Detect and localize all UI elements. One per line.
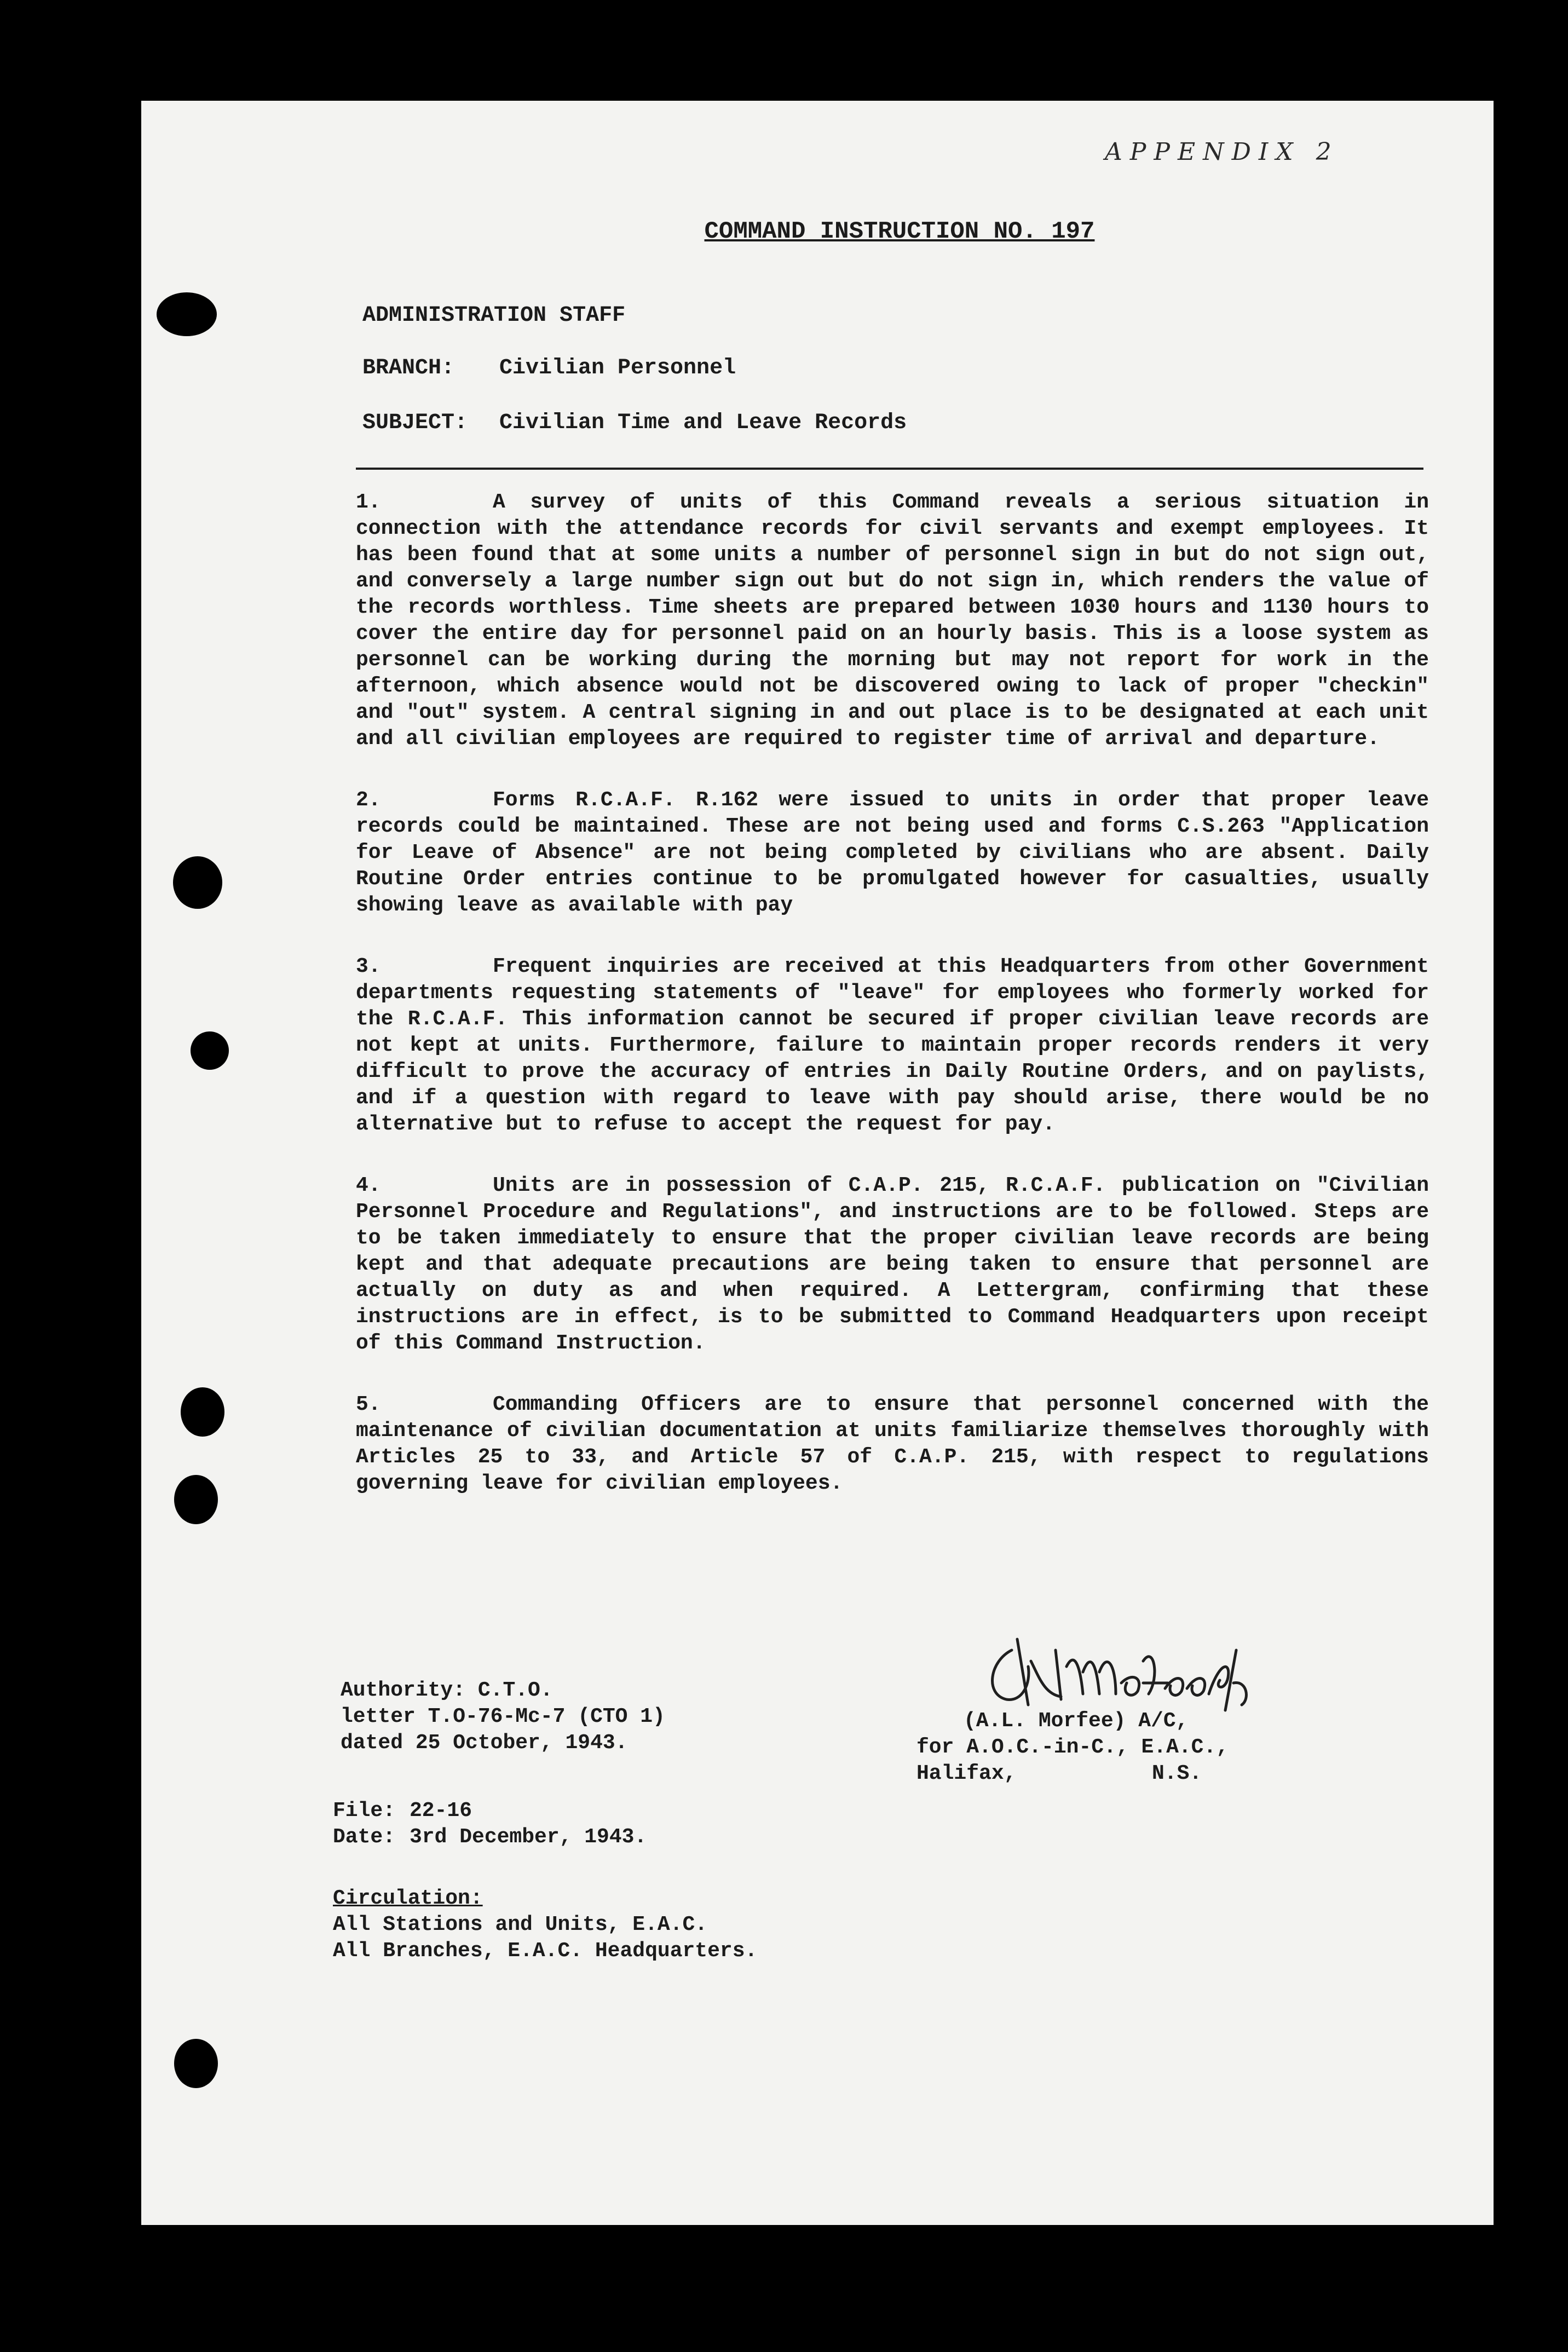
paragraph-number: 1. [356,491,381,514]
circulation-line: All Stations and Units, E.A.C. [333,1913,708,1936]
paragraph-2 [356,787,1429,919]
paragraph-text: A survey of units of this Command reveals a serious situation in connection with the attendance records for civil servants and exempt employees. It has been found that at some units a number of personnel sign in but do not sign out, and conversely a large number sign out but do not sign in, which renders the value of the records worthless. Time sheets are prepared between 1030 hours and 1130 hours to cover the entire day for personnel paid on an hourly basis. This is a loose system as personnel can be working during the morning but may not report for work in the afternoon, which absence would not be discovered owing to lack of proper "checkin" and "out" system. A central signing in and out place is to be designated at each unit and all civilian employees are required to register time of arrival and departure. [356,491,1429,751]
paragraph-number: 4. [356,1174,381,1197]
punch-hole [181,1387,224,1437]
punch-hole [157,292,217,336]
punch-hole [191,1031,229,1070]
date-label: Date: [333,1825,396,1849]
signatory-province: N.S. [1152,1762,1202,1785]
punch-hole [173,856,222,909]
appendix-note: APPENDIX 2 [1105,138,1339,166]
paragraph-1 [356,489,1429,752]
signatory-location [916,1761,1229,1787]
subject-value: Civilian Time and Leave Records [499,411,907,435]
subject-line [362,411,907,435]
branch-line [362,356,736,381]
circulation-block [333,1886,757,1964]
punch-hole [174,1475,218,1524]
circulation-heading: Circulation: [333,1887,483,1910]
authority-line: Authority: C.T.O. [341,1679,553,1702]
paragraph-text: Units are in possession of C.A.P. 215, R.C.A.F. publication on "Civilian Personnel Procedure and Regulations", and instructions are to be followed. Steps are to be taken immediately to ensure that the proper civilian leave records are being kept and that adequate precautions are being taken to ensure that personnel are actually on duty as and when required. A Lettergram, confirming that these instructions are in effect, is to be submitted to Command Headquarters upon receipt of this Command Instruction. [356,1174,1429,1355]
divider-rule [356,468,1423,470]
signature-block [916,1708,1229,1787]
paragraph-text: Commanding Officers are to ensure that personnel concerned with the maintenance of civilian documentation at units familiarize themselves thoroughly with Articles 25 to 33, and Article 57 of C.A.P. 215, with respect to regulations governing leave for civilian employees. [356,1393,1429,1495]
staff-label: ADMINISTRATION STAFF [362,303,626,328]
authority-block [341,1677,665,1756]
handwritten-signature [979,1628,1253,1721]
authority-date-line: dated 25 October, 1943. [341,1731,628,1755]
signatory-name: (A.L. Morfee) A/C, [964,1709,1189,1733]
authority-letter-line: letter T.O-76-Mc-7 (CTO 1) [341,1705,665,1728]
circulation-line: All Branches, E.A.C. Headquarters. [333,1939,758,1963]
branch-label: BRANCH: [362,356,455,381]
branch-value: Civilian Personnel [499,356,736,381]
instruction-body [356,489,1429,1532]
file-line [333,1798,647,1824]
signatory-city: Halifax, [916,1762,1017,1785]
signatory-for-line: for A.O.C.-in-C., E.A.C., [916,1736,1229,1759]
document-title: COMMAND INSTRUCTION NO. 197 [704,218,1095,245]
paper-sheet [141,101,1494,2225]
paragraph-text: Forms R.C.A.F. R.162 were issued to units in order that proper leave records could be maintained. These are not being used and forms C.S.263 "Application for Leave of Absence" are not being completed by civilians who are absent. Daily Routine Order entries continue to be promulgated however for casualties, usually showing leave as available with pay [356,788,1429,917]
file-date-block [333,1798,647,1851]
file-label: File: [333,1799,396,1823]
paragraph-3 [356,954,1429,1138]
date-value: 3rd December, 1943. [410,1825,647,1849]
paragraph-number: 2. [356,788,381,812]
subject-label: SUBJECT: [362,411,468,435]
punch-hole [174,2039,218,2088]
staff-line [362,303,625,328]
paragraph-number: 3. [356,955,381,978]
file-value: 22-16 [410,1799,472,1823]
date-line [333,1824,647,1851]
paragraph-4 [356,1173,1429,1357]
paragraph-text: Frequent inquiries are received at this Headquarters from other Government departments requesting statements of "leave" for employees who formerly worked for the R.C.A.F. This information cannot be secured if proper civilian leave records are not kept at units. Furthermore, failure to maintain proper records renders it very difficult to prove the accuracy of entries in Daily Routine Orders, and on paylists, and if a question with regard to leave with pay should arise, there would be no alternative but to refuse to accept the request for pay. [356,955,1429,1136]
paragraph-5 [356,1392,1429,1497]
paragraph-number: 5. [356,1393,381,1416]
